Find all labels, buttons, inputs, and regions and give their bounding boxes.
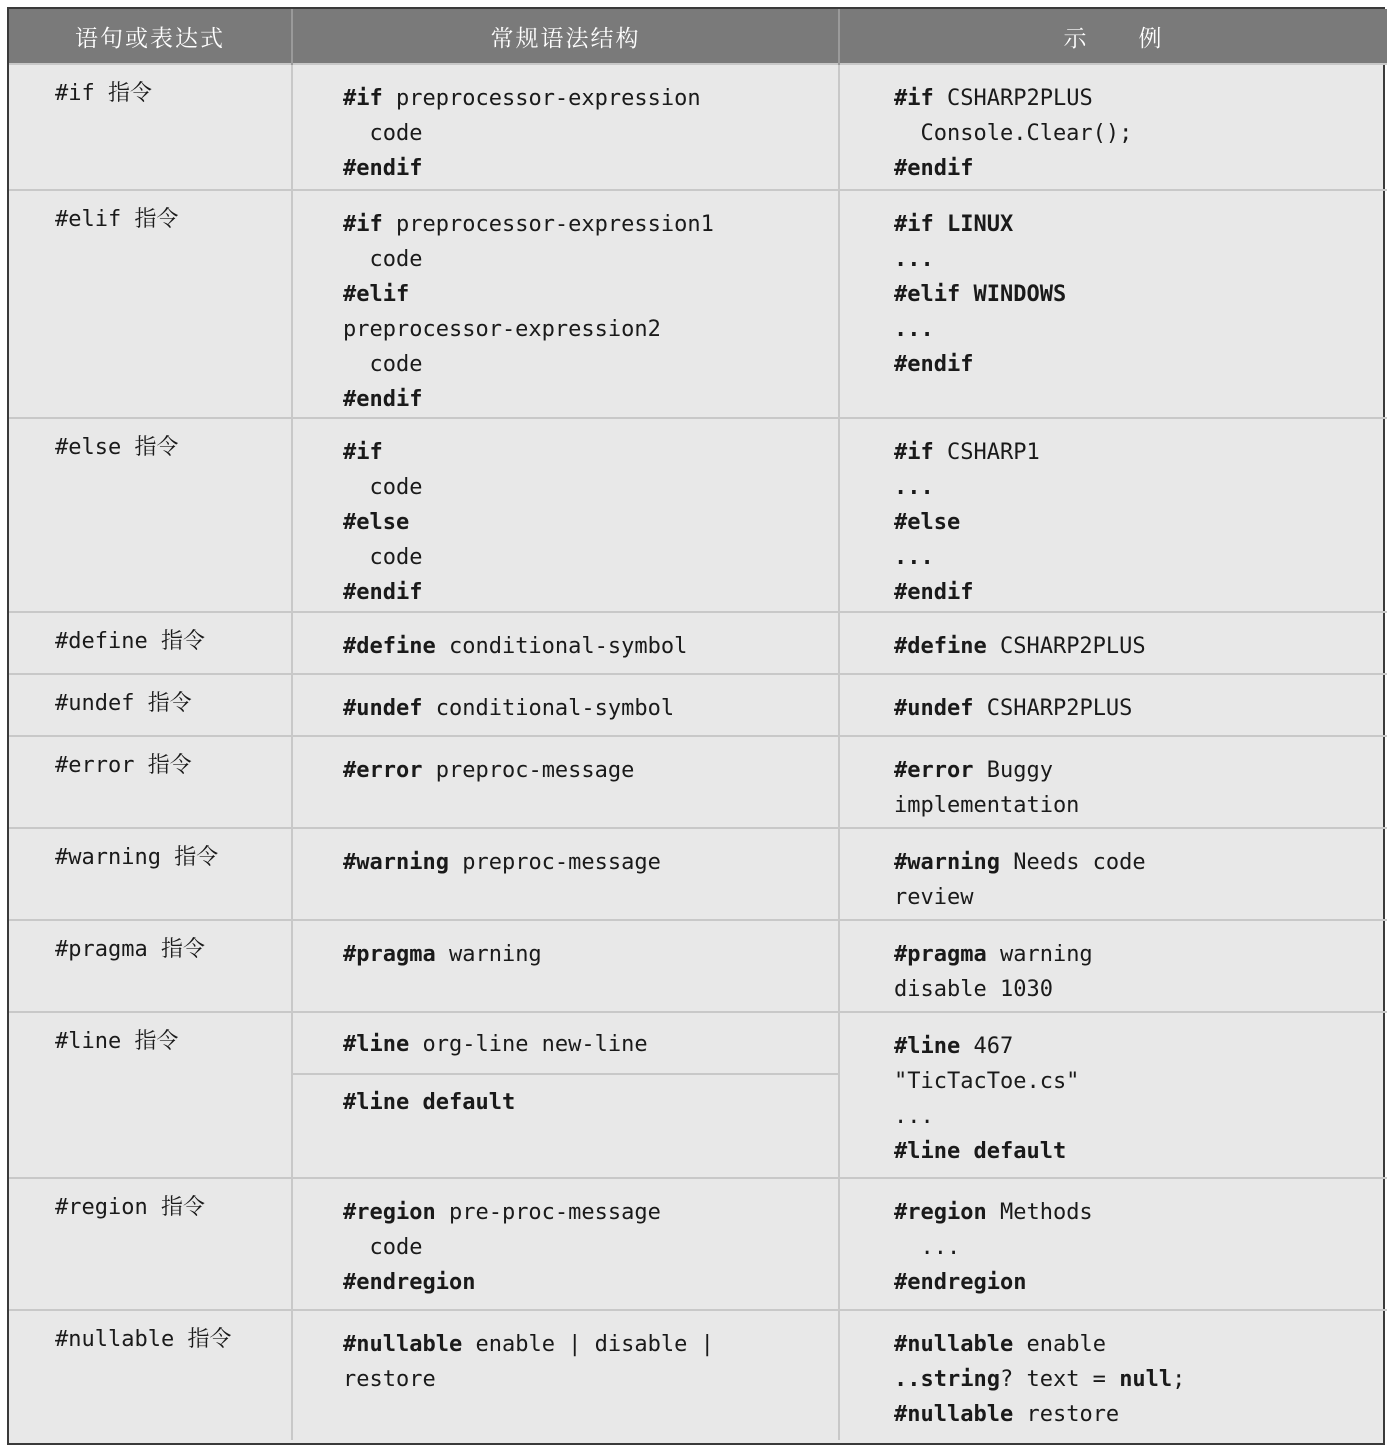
code-line: #nullable enable (894, 1332, 1106, 1357)
code-line: code (343, 545, 423, 570)
keyword: ..string (894, 1367, 1000, 1392)
syntax-cell (292, 190, 839, 418)
keyword: #nullable (343, 1332, 463, 1357)
keyword: null (1119, 1367, 1173, 1392)
directive-name: #line 指令 (9, 1012, 292, 1178)
code-line: Console.Clear(); (894, 121, 1133, 146)
keyword: #endif (343, 156, 423, 181)
keyword: #region (894, 1200, 987, 1225)
code-line: ... (894, 1104, 934, 1129)
table-row (9, 828, 1387, 920)
code-line (894, 242, 1387, 277)
example-cell (839, 736, 1387, 828)
keyword: #else (894, 510, 961, 535)
table-row (9, 190, 1387, 418)
keyword: #nullable (894, 1402, 1014, 1427)
keyword: #if (343, 212, 383, 237)
keyword: #pragma (894, 942, 987, 967)
code-line: #line 467 (894, 1034, 1014, 1059)
code-line: #warning preproc-message (343, 850, 661, 875)
code-line (894, 1265, 1387, 1300)
keyword: #line default (343, 1090, 516, 1115)
example-cell (839, 612, 1387, 674)
code-line (894, 207, 1387, 242)
keyword: #endif (894, 580, 974, 605)
keyword: #endregion (894, 1270, 1027, 1295)
header-statement: 语句或表达式 (9, 9, 292, 64)
syntax-cell (292, 674, 839, 736)
code-line: code (343, 475, 423, 500)
keyword: #endif (343, 580, 423, 605)
example-cell (839, 1012, 1387, 1178)
keyword: #nullable (894, 1332, 1014, 1357)
directive-name: #if 指令 (9, 64, 292, 190)
code-line: #warning Needs code (894, 850, 1146, 875)
table-row (9, 920, 1387, 1012)
code-line (894, 312, 1387, 347)
syntax-cell (292, 64, 839, 190)
code-line: #region Methods (894, 1200, 1093, 1225)
code-line (343, 575, 838, 610)
code-line (894, 151, 1387, 186)
table-row (9, 1310, 1387, 1440)
table-row (9, 64, 1387, 190)
code-line: #define conditional-symbol (343, 634, 688, 659)
code-line (343, 382, 838, 417)
code-line: #undef conditional-symbol (343, 696, 675, 721)
code-line: preprocessor-expression2 (343, 317, 661, 342)
syntax-cell (292, 920, 839, 1012)
code-line: #error preproc-message (343, 758, 635, 783)
code-line: #undef CSHARP2PLUS (894, 696, 1133, 721)
keyword: #elif (343, 282, 410, 307)
keyword: ... (894, 247, 934, 272)
keyword: ... (894, 545, 934, 570)
example-cell (839, 1178, 1387, 1310)
keyword: #endregion (343, 1270, 476, 1295)
keyword: #if (894, 86, 934, 111)
example-cell (839, 828, 1387, 920)
syntax-cell (292, 418, 839, 612)
keyword: #endif (343, 387, 423, 412)
keyword: #undef (343, 696, 423, 721)
code-line (343, 1085, 838, 1120)
keyword: #region (343, 1200, 436, 1225)
code-line (894, 505, 1387, 540)
code-line: disable 1030 (894, 977, 1053, 1002)
keyword: #line (894, 1034, 961, 1059)
keyword: #undef (894, 696, 974, 721)
example-cell (839, 64, 1387, 190)
code-line: #if CSHARP2PLUS (894, 86, 1093, 111)
code-line (894, 470, 1387, 505)
code-line: code (343, 1235, 423, 1260)
directive-name: #nullable 指令 (9, 1310, 292, 1440)
keyword: #elif WINDOWS (894, 282, 1067, 307)
header-row (9, 9, 1387, 64)
code-line: code (343, 352, 423, 377)
directive-name: #warning 指令 (9, 828, 292, 920)
keyword: #pragma (343, 942, 436, 967)
keyword: ... (894, 317, 934, 342)
header-syntax: 常规语法结构 (292, 9, 839, 64)
code-line: code (343, 121, 423, 146)
code-line: implementation (894, 793, 1080, 818)
example-cell (839, 190, 1387, 418)
code-line: #nullable enable | disable | (343, 1332, 714, 1357)
keyword: #if (894, 440, 934, 465)
keyword: #line default (894, 1139, 1067, 1164)
code-line (894, 277, 1387, 312)
table-row (9, 1178, 1387, 1310)
code-line: #pragma warning (894, 942, 1093, 967)
syntax-cell (292, 828, 839, 920)
code-line (894, 1134, 1387, 1169)
syntax-cell (292, 1310, 839, 1440)
directive-name: #else 指令 (9, 418, 292, 612)
table-row (9, 612, 1387, 674)
code-line: #error Buggy (894, 758, 1053, 783)
table-row (9, 674, 1387, 736)
syntax-variant (293, 1073, 838, 1120)
directive-name: #pragma 指令 (9, 920, 292, 1012)
code-line: restore (343, 1367, 436, 1392)
code-line: #pragma warning (343, 942, 542, 967)
syntax-variant (293, 1013, 838, 1073)
directive-name: #undef 指令 (9, 674, 292, 736)
syntax-cell (292, 612, 839, 674)
code-line: #if preprocessor-expression (343, 86, 701, 111)
keyword: #endif (894, 352, 974, 377)
keyword: #define (894, 634, 987, 659)
code-line: #region pre-proc-message (343, 1200, 661, 1225)
code-line: #define CSHARP2PLUS (894, 634, 1146, 659)
code-line (343, 435, 838, 470)
code-line: #if preprocessor-expression1 (343, 212, 714, 237)
directive-name: #elif 指令 (9, 190, 292, 418)
example-cell (839, 1310, 1387, 1440)
code-line (894, 575, 1387, 610)
code-line: ..string? text = null; (894, 1367, 1186, 1392)
directive-name: #region 指令 (9, 1178, 292, 1310)
code-line (894, 540, 1387, 575)
keyword: #warning (343, 850, 449, 875)
directive-name: #define 指令 (9, 612, 292, 674)
example-cell (839, 920, 1387, 1012)
keyword: #define (343, 634, 436, 659)
preprocessor-directive-table (9, 9, 1387, 1440)
keyword: #else (343, 510, 410, 535)
code-line: review (894, 885, 974, 910)
code-line: #line org-line new-line (343, 1032, 648, 1057)
code-line (343, 505, 838, 540)
code-line (343, 1265, 838, 1300)
table-row (9, 736, 1387, 828)
keyword: #line (343, 1032, 410, 1057)
syntax-cell (292, 1178, 839, 1310)
code-line (343, 151, 838, 186)
keyword: #if (343, 440, 383, 465)
keyword: #if LINUX (894, 212, 1014, 237)
keyword: #error (343, 758, 423, 783)
example-cell (839, 418, 1387, 612)
keyword: #if (343, 86, 383, 111)
code-line (894, 347, 1387, 382)
directive-table-frame (7, 7, 1385, 1445)
syntax-cell (292, 1012, 839, 1178)
header-example: 示 例 (839, 9, 1387, 64)
syntax-cell (292, 736, 839, 828)
directive-name: #error 指令 (9, 736, 292, 828)
code-line (343, 277, 838, 312)
keyword: #error (894, 758, 974, 783)
table-row (9, 418, 1387, 612)
keyword: ... (894, 475, 934, 500)
code-line: "TicTacToe.cs" (894, 1069, 1080, 1094)
keyword: #endif (894, 156, 974, 181)
example-cell (839, 674, 1387, 736)
code-line: ... (894, 1235, 961, 1260)
table-row (9, 1012, 1387, 1178)
code-line: #nullable restore (894, 1402, 1120, 1427)
keyword: #warning (894, 850, 1000, 875)
code-line: #if CSHARP1 (894, 440, 1040, 465)
code-line: code (343, 247, 423, 272)
